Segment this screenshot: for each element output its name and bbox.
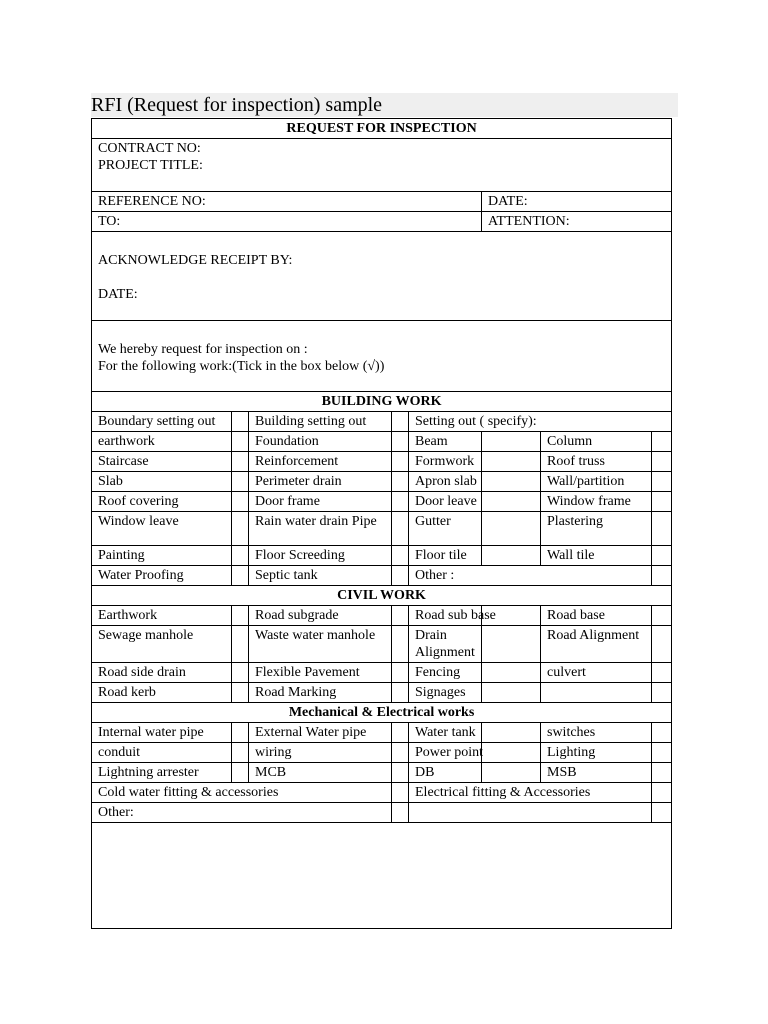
item-label: Lightning arrester <box>92 763 232 783</box>
item-label: Boundary setting out <box>92 412 232 432</box>
tick-box[interactable] <box>652 512 672 546</box>
item-label: Foundation <box>249 432 392 452</box>
tick-box[interactable] <box>392 452 409 472</box>
item-label: Road sub base <box>409 606 482 626</box>
item-label: Floor Screeding <box>249 546 392 566</box>
item-label: Road Marking <box>249 683 392 703</box>
item-label: conduit <box>92 743 232 763</box>
item-label: earthwork <box>92 432 232 452</box>
tick-box[interactable] <box>392 626 409 663</box>
item-label: DB <box>409 763 482 783</box>
tick-box[interactable] <box>232 412 249 432</box>
tick-box[interactable] <box>392 566 409 586</box>
item-label: Roof truss <box>541 452 652 472</box>
item-label: Window leave <box>92 512 232 546</box>
tick-box[interactable] <box>232 683 249 703</box>
item-label: Other : <box>409 566 652 586</box>
item-label: Road Alignment <box>541 626 652 663</box>
request-statement-cell <box>92 321 672 392</box>
request-line-2: For the following work:(Tick in the box below (√)) <box>98 359 385 374</box>
item-label: Slab <box>92 472 232 492</box>
tick-box[interactable] <box>232 663 249 683</box>
item-label: Roof covering <box>92 492 232 512</box>
tick-box[interactable] <box>652 803 672 823</box>
tick-box[interactable] <box>482 432 541 452</box>
contract-project-cell <box>92 139 672 192</box>
item-label: Electrical fitting & Accessories <box>409 783 652 803</box>
item-label: Building setting out <box>249 412 392 432</box>
item-label: Waste water manhole <box>249 626 392 663</box>
tick-box[interactable] <box>652 723 672 743</box>
ack-date-label: DATE: <box>98 287 138 302</box>
item-label: Road side drain <box>92 663 232 683</box>
tick-box[interactable] <box>232 546 249 566</box>
tick-box[interactable] <box>232 763 249 783</box>
document-title-text: RFI (Request for inspection) sample <box>91 94 383 116</box>
item-label: Road base <box>541 606 652 626</box>
tick-box[interactable] <box>392 512 409 546</box>
item-label: MSB <box>541 763 652 783</box>
tick-box[interactable] <box>392 663 409 683</box>
attention-label: ATTENTION: <box>482 212 672 232</box>
item-label: Internal water pipe <box>92 723 232 743</box>
tick-box[interactable] <box>232 566 249 586</box>
reference-no-label: REFERENCE NO: <box>92 192 482 212</box>
item-label: Perimeter drain <box>249 472 392 492</box>
item-label: Lighting <box>541 743 652 763</box>
tick-box[interactable] <box>652 566 672 586</box>
item-label: Wall/partition <box>541 472 652 492</box>
tick-box[interactable] <box>232 452 249 472</box>
item-label: Road kerb <box>92 683 232 703</box>
tick-box[interactable] <box>482 512 541 546</box>
tick-box[interactable] <box>482 763 541 783</box>
item-label: External Water pipe <box>249 723 392 743</box>
tick-box[interactable] <box>392 723 409 743</box>
item-label: Water tank <box>409 723 482 743</box>
tick-box[interactable] <box>232 626 249 663</box>
item-label: Painting <box>92 546 232 566</box>
item-label: MCB <box>249 763 392 783</box>
item-label: Door leave <box>409 492 482 512</box>
tick-box[interactable] <box>482 683 541 703</box>
tick-box[interactable] <box>392 763 409 783</box>
tick-box[interactable] <box>652 492 672 512</box>
item-label: Fencing <box>409 663 482 683</box>
tick-box[interactable] <box>482 452 541 472</box>
item-label: Cold water fitting & accessories <box>92 783 392 803</box>
item-label: Column <box>541 432 652 452</box>
tick-box[interactable] <box>482 626 541 663</box>
tick-box[interactable] <box>652 606 672 626</box>
tick-box[interactable] <box>232 432 249 452</box>
item-label: Floor tile <box>409 546 482 566</box>
item-label: Power point <box>409 743 482 763</box>
item-label: Flexible Pavement <box>249 663 392 683</box>
item-label: Window frame <box>541 492 652 512</box>
building-work-heading: BUILDING WORK <box>92 392 672 412</box>
tick-box[interactable] <box>392 546 409 566</box>
item-label: Reinforcement <box>249 452 392 472</box>
item-label: Water Proofing <box>92 566 232 586</box>
item-label: Plastering <box>541 512 652 546</box>
tick-box[interactable] <box>652 743 672 763</box>
item-label: culvert <box>541 663 652 683</box>
document-title <box>91 93 678 117</box>
item-label: Septic tank <box>249 566 392 586</box>
tick-box[interactable] <box>232 723 249 743</box>
tick-box[interactable] <box>652 626 672 663</box>
tick-box[interactable] <box>392 783 409 803</box>
mech-elec-heading: Mechanical & Electrical works <box>92 703 672 723</box>
tick-box[interactable] <box>392 683 409 703</box>
tick-box[interactable] <box>482 472 541 492</box>
item-label: Gutter <box>409 512 482 546</box>
tick-box[interactable] <box>652 472 672 492</box>
item-label: Setting out ( specify): <box>409 412 672 432</box>
item-label: Beam <box>409 432 482 452</box>
empty-cell <box>541 683 652 703</box>
tick-box[interactable] <box>482 743 541 763</box>
inspection-form-table <box>91 118 672 929</box>
tick-box[interactable] <box>652 763 672 783</box>
item-label: Road subgrade <box>249 606 392 626</box>
civil-work-heading: CIVIL WORK <box>92 586 672 606</box>
item-label: Apron slab <box>409 472 482 492</box>
item-label: Drain Alignment <box>409 626 482 663</box>
item-label: Signages <box>409 683 482 703</box>
contract-no-label: CONTRACT NO: <box>98 141 201 156</box>
tick-box[interactable] <box>482 492 541 512</box>
remarks-area[interactable] <box>92 823 672 929</box>
item-label: Sewage manhole <box>92 626 232 663</box>
tick-box[interactable] <box>392 412 409 432</box>
tick-box[interactable] <box>392 606 409 626</box>
tick-box[interactable] <box>652 452 672 472</box>
project-title-label: PROJECT TITLE: <box>98 158 203 173</box>
tick-box[interactable] <box>392 743 409 763</box>
tick-box[interactable] <box>482 546 541 566</box>
acknowledge-cell <box>92 232 672 321</box>
tick-box[interactable] <box>232 472 249 492</box>
item-label: switches <box>541 723 652 743</box>
acknowledge-label: ACKNOWLEDGE RECEIPT BY: <box>98 253 293 268</box>
tick-box[interactable] <box>392 803 409 823</box>
tick-box[interactable] <box>652 432 672 452</box>
tick-box[interactable] <box>392 472 409 492</box>
item-label: Door frame <box>249 492 392 512</box>
tick-box[interactable] <box>392 492 409 512</box>
date-label: DATE: <box>482 192 672 212</box>
tick-box[interactable] <box>482 723 541 743</box>
tick-box[interactable] <box>232 512 249 546</box>
item-label: Wall tile <box>541 546 652 566</box>
tick-box[interactable] <box>232 743 249 763</box>
empty-cell <box>409 803 652 823</box>
tick-box[interactable] <box>652 546 672 566</box>
tick-box[interactable] <box>392 432 409 452</box>
tick-box[interactable] <box>232 606 249 626</box>
tick-box[interactable] <box>482 663 541 683</box>
item-label: Rain water drain Pipe <box>249 512 392 546</box>
item-label: Formwork <box>409 452 482 472</box>
tick-box[interactable] <box>652 683 672 703</box>
to-label: TO: <box>92 212 482 232</box>
tick-box[interactable] <box>652 783 672 803</box>
request-line-1: We hereby request for inspection on : <box>98 342 308 357</box>
item-label: Staircase <box>92 452 232 472</box>
tick-box[interactable] <box>652 663 672 683</box>
tick-box[interactable] <box>232 492 249 512</box>
form-heading: REQUEST FOR INSPECTION <box>92 119 672 139</box>
item-label: wiring <box>249 743 392 763</box>
other-label: Other: <box>92 803 392 823</box>
item-label: Earthwork <box>92 606 232 626</box>
